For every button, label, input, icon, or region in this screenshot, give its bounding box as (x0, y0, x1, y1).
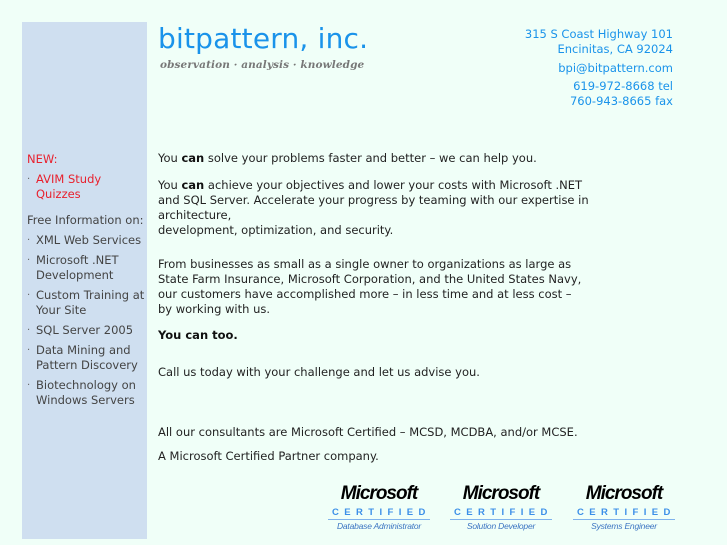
certified-label: CERTIFIED (573, 506, 675, 520)
bullet-icon: · (27, 345, 31, 356)
sidebar-item-xml-web-services[interactable] (27, 233, 147, 248)
cert-role: Database Administrator (336, 521, 422, 531)
text: achieve your objectives and lower your costs with Microsoft .NET (204, 178, 583, 192)
you-can-too (158, 328, 598, 343)
certified-label: CERTIFIED (328, 506, 430, 520)
sidebar-link[interactable]: XML Web Services (36, 233, 142, 247)
sidebar-link[interactable]: Custom Training at Your Site (36, 288, 145, 317)
sidebar-link[interactable]: Data Mining and Pattern Discovery (36, 343, 138, 372)
cert-role: Solution Developer (466, 521, 536, 531)
sidebar-link[interactable]: Microsoft .NET Development (36, 253, 119, 282)
address-line2: Encinitas, CA 92024 (557, 42, 673, 56)
emphasis: can (181, 178, 205, 192)
microsoft-logo: Microsoft (585, 483, 663, 504)
text: our customers have accomplished more – in less time and at less cost – (158, 287, 572, 301)
bullet-icon: · (27, 235, 31, 246)
main-content (158, 151, 598, 380)
free-info-heading: Free Information on: (27, 213, 144, 227)
emphasis: You can too. (158, 328, 238, 342)
fax-number: 760-943-8665 fax (569, 94, 673, 108)
new-label: NEW: (27, 152, 58, 166)
bullet-icon: · (27, 255, 31, 266)
text: You (158, 151, 182, 165)
microsoft-logo: Microsoft (462, 483, 540, 504)
text: From businesses as small as a single owner to organizations as large as (158, 257, 572, 271)
cert-badge-solution-developer (448, 484, 554, 533)
text: You (158, 178, 182, 192)
sidebar-item-data-mining[interactable] (27, 343, 147, 373)
text: and SQL Server. Accelerate your progress by teaming with our expertise in architecture, (158, 193, 589, 222)
bullet-icon: · (27, 380, 31, 391)
cert-role: Systems Engineer (591, 521, 657, 531)
sidebar-item-custom-training[interactable] (27, 288, 147, 318)
customers-paragraph (158, 257, 598, 317)
bullet-icon: · (27, 290, 31, 301)
sidebar-link[interactable]: AVIM Study Quizzes (36, 172, 102, 201)
certified-label: CERTIFIED (450, 506, 552, 520)
sidebar-item-biotechnology[interactable] (27, 378, 147, 408)
sidebar-link[interactable]: SQL Server 2005 (36, 323, 134, 337)
brand-logo[interactable]: bitpattern, inc. (158, 22, 369, 55)
tagline: observation · analysis · knowledge (160, 59, 365, 71)
phone-number: 619-972-8668 tel (573, 79, 673, 93)
new-items-list (27, 172, 147, 202)
sidebar-item-sql-server-2005[interactable] (27, 323, 147, 338)
text: development, optimization, and security. (158, 223, 394, 237)
sidebar-item-avim-study-quizzes[interactable] (27, 172, 147, 202)
cert-badge-dba (326, 484, 432, 533)
bullet-icon: · (27, 174, 31, 185)
certified-consultants-text: All our consultants are Microsoft Certified – MCSD, MCDBA, and/or MCSE. (158, 425, 578, 439)
text: solve your problems faster and better – we can help you. (204, 151, 537, 165)
call-to-action: Call us today with your challenge and let us advise you. (158, 365, 480, 379)
cert-badge-systems-engineer (571, 484, 677, 533)
sidebar-item-microsoft-net[interactable] (27, 253, 147, 283)
info-items-list (27, 233, 147, 408)
sidebar-link[interactable]: Biotechnology on Windows Servers (36, 378, 136, 407)
bullet-icon: · (27, 325, 31, 336)
text: by working with us. (158, 302, 271, 316)
address-line1: 315 S Coast Highway 101 (524, 27, 673, 41)
emphasis: can (181, 151, 205, 165)
objectives-paragraph (158, 178, 598, 238)
microsoft-logo: Microsoft (340, 483, 418, 504)
contact-block (525, 27, 673, 109)
partner-text: A Microsoft Certified Partner company. (158, 449, 379, 463)
text: State Farm Insurance, Microsoft Corporation, and the United States Navy, (158, 272, 582, 286)
intro-paragraph (158, 151, 598, 166)
sidebar-nav (27, 152, 147, 413)
email-link[interactable]: bpi@bitpattern.com (558, 61, 673, 75)
